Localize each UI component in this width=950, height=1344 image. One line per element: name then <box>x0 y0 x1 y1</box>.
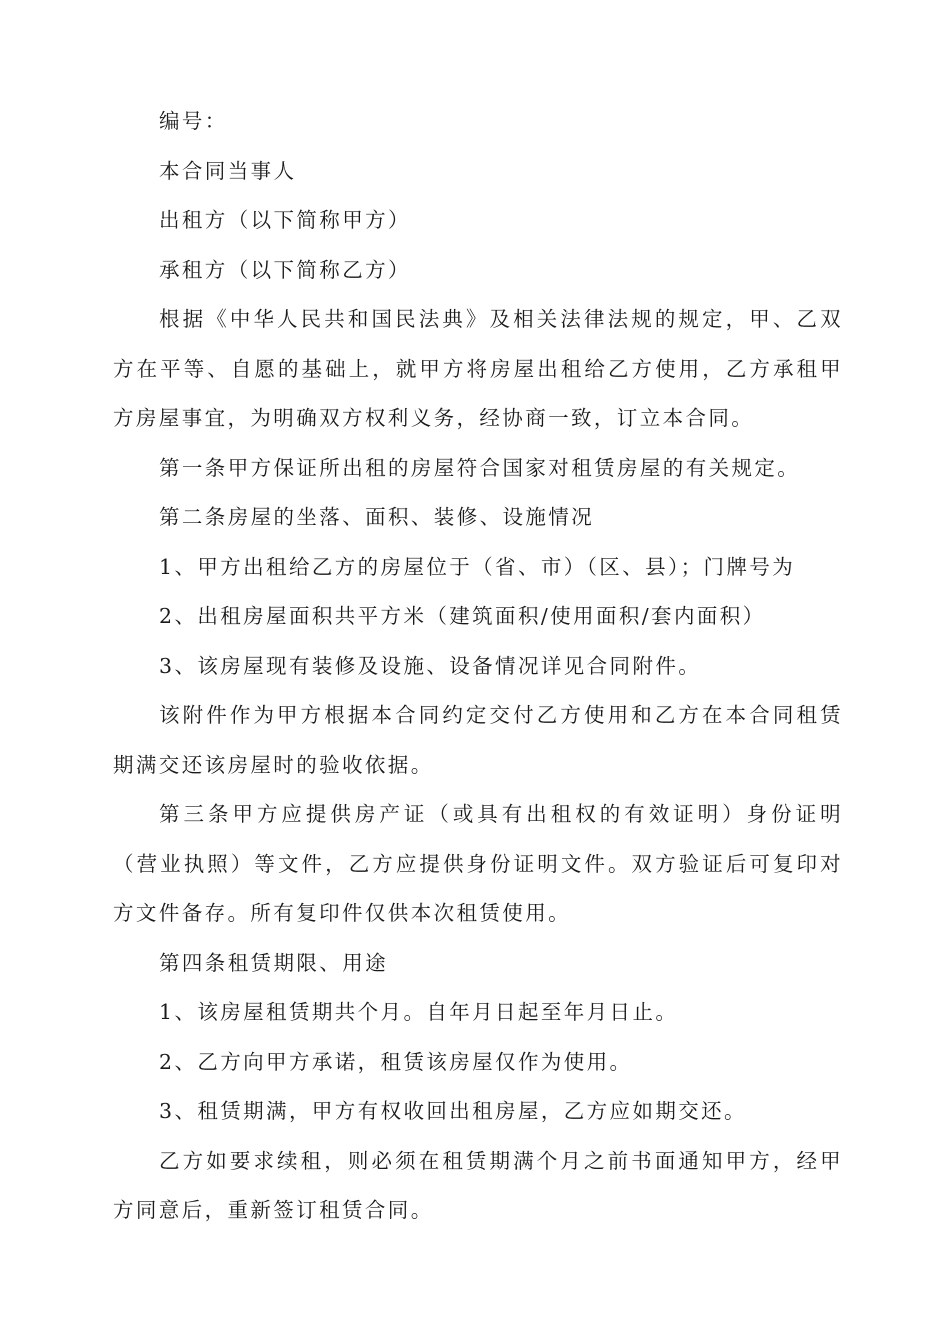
article-2-item-2: 2、出租房屋面积共平方米（建筑面积/使用面积/套内面积） <box>159 604 766 628</box>
article-2-item-1: 1、甲方出租给乙方的房屋位于（省、市）（区、县）；门牌号为 <box>159 554 796 579</box>
lessee-line: 承租方（以下简称乙方） <box>159 257 411 282</box>
lessor-line: 出租方（以下简称甲方） <box>159 208 411 232</box>
attachment-note: 该附件作为甲方根据本合同约定交付乙方使用和乙方在本合同租赁期满交还该房屋时的验收依据。 <box>113 703 843 777</box>
article-1: 第一条甲方保证所出租的房屋符合国家对租赁房屋的有关规定。 <box>159 455 801 480</box>
renewal-paragraph: 乙方如要求续租，则必须在租赁期满个月之前书面通知甲方，经甲方同意后，重新签订租赁合同。 <box>113 1148 843 1222</box>
article-4-item-1: 1、该房屋租赁期共个月。自年月日起至年月日止。 <box>159 1000 679 1024</box>
document-body <box>113 97 843 1236</box>
article-4-item-2: 2、乙方向甲方承诺，租赁该房屋仅作为使用。 <box>159 1049 633 1074</box>
article-4-heading: 第四条租赁期限、用途 <box>159 950 388 975</box>
contract-number-line: 编号： <box>159 109 228 133</box>
preamble-paragraph: 根据《中华人民共和国民法典》及相关法律法规的规定，甲、乙双方在平等、自愿的基础上，就甲方将房屋出租给乙方使用，乙方承租甲方房屋事宜，为明确双方权利义务，经协商一致，订立本合同。 <box>113 307 843 430</box>
article-4-item-3: 3、租赁期满，甲方有权收回出租房屋，乙方应如期交还。 <box>159 1099 747 1123</box>
article-2-item-3: 3、该房屋现有装修及设施、设备情况详见合同附件。 <box>159 653 702 678</box>
article-3: 第三条甲方应提供房产证（或具有出租权的有效证明）身份证明（营业执照）等文件，乙方应提供身份证明文件。双方验证后可复印对方文件备存。所有复印件仅供本次租赁使用。 <box>113 802 843 925</box>
article-2-heading: 第二条房屋的坐落、面积、装修、设施情况 <box>159 505 595 529</box>
parties-heading: 本合同当事人 <box>159 158 297 183</box>
